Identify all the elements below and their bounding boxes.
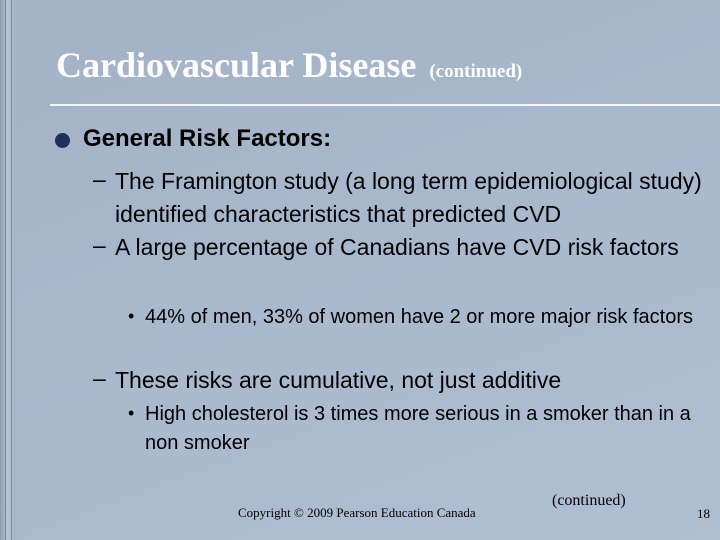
dash-marker: – — [93, 166, 106, 192]
dash-marker: – — [93, 232, 106, 258]
bullet-point: A large percentage of Canadians have CVD risk factors — [115, 234, 679, 260]
continued-label: (continued) — [552, 492, 626, 509]
bullet-point: The Framington study (a long term epidemiological study) identified characteristics that predicted CVD — [115, 168, 702, 227]
title-underline — [50, 104, 720, 106]
title-main: Cardiovascular Disease — [56, 45, 417, 85]
bullet-point: These risks are cumulative, not just additive — [115, 367, 562, 393]
copyright-footer: Copyright © 2009 Pearson Education Canada — [238, 505, 476, 520]
edge-line — [5, 0, 6, 540]
edge-line — [11, 0, 12, 540]
left-edge-decoration — [0, 0, 16, 540]
level1-bullet-text: General Risk Factors: — [83, 125, 332, 152]
sub-bullet-point: High cholesterol is 3 times more serious in a smoker than in a non smoker — [145, 403, 691, 454]
bullet-icon — [55, 133, 70, 148]
title-suffix: (continued) — [429, 61, 523, 82]
sub-bullet-point: 44% of men, 33% of women have 2 or more major risk factors — [145, 306, 694, 328]
dash-marker: – — [93, 365, 106, 391]
page-number: 18 — [697, 506, 710, 521]
dot-marker: • — [128, 403, 135, 423]
slide-title — [56, 44, 522, 86]
dot-marker: • — [128, 306, 135, 326]
